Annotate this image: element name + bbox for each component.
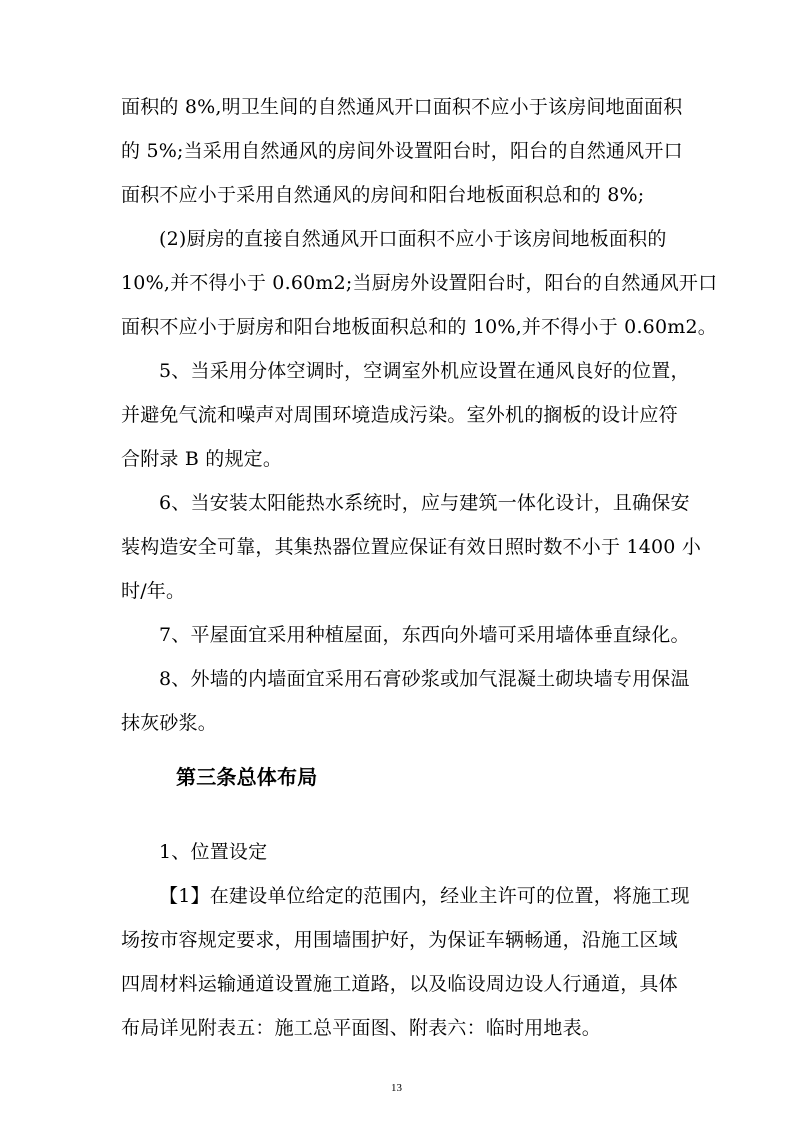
body-line-14: 8、外墙的内墙面宜采用石膏砂浆或加气混凝土砌块墙专用保温 — [159, 668, 690, 690]
section-heading: 第三条总体布局 — [176, 765, 318, 789]
body-line-9: 合附录 B 的规定。 — [121, 448, 283, 470]
section-line-1: 1、位置设定 — [159, 841, 268, 863]
body-line-5: 10%,并不得小于 0.60m2;当厨房外设置阳台时，阳台的自然通风开口 — [121, 272, 718, 294]
body-line-13: 7、平屋面宜采用种植屋面，东西向外墙可采用墙体垂直绿化。 — [159, 624, 690, 646]
section-line-3: 场按市容规定要求，用围墙围护好，为保证车辆畅通，沿施工区域 — [121, 929, 678, 951]
body-line-15: 抹灰砂浆。 — [121, 712, 218, 734]
section-line-4: 四周材料运输通道设置施工道路，以及临设周边设人行通道，具体 — [121, 973, 678, 995]
page-body — [121, 91, 718, 1056]
body-line-2: 的 5%;当采用自然通风的房间外设置阳台时，阳台的自然通风开口 — [121, 140, 683, 162]
body-line-1: 面积的 8%,明卫生间的自然通风开口面积不应小于该房间地面面积 — [121, 96, 683, 118]
body-line-3: 面积不应小于采用自然通风的房间和阳台地板面积总和的 8%; — [121, 184, 645, 206]
body-line-10: 6、当安装太阳能热水系统时，应与建筑一体化设计，且确保安 — [159, 492, 690, 514]
section-line-5: 布局详见附表五：施工总平面图、附表六：临时用地表。 — [121, 1017, 602, 1039]
body-line-4: (2)厨房的直接自然通风开口面积不应小于该房间地板面积的 — [159, 228, 667, 250]
body-line-11: 装构造安全可靠，其集热器位置应保证有效日照时数不小于 1400 小 — [121, 536, 702, 558]
section-line-2: 【1】在建设单位给定的范围内，经业主许可的位置，将施工现 — [159, 885, 690, 907]
body-line-6: 面积不应小于厨房和阳台地板面积总和的 10%,并不得小于 0.60m2。 — [121, 316, 717, 338]
body-line-12: 时/年。 — [121, 580, 186, 602]
body-line-7: 5、当采用分体空调时，空调室外机应设置在通风良好的位置， — [159, 360, 690, 382]
page-number: 13 — [391, 1082, 402, 1094]
body-line-8: 并避免气流和噪声对周围环境造成污染。室外机的搁板的设计应符 — [121, 404, 678, 426]
